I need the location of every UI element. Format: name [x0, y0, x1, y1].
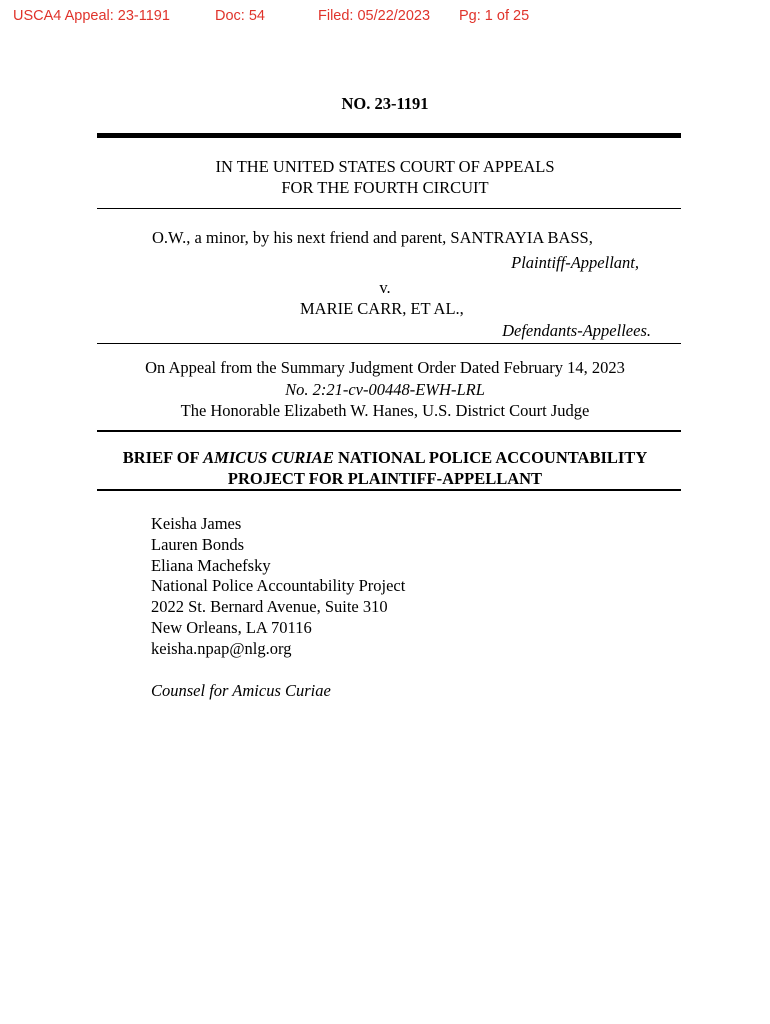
counsel-line: New Orleans, LA 70116	[151, 617, 312, 637]
counsel-email: keisha.npap@nlg.org	[151, 638, 292, 658]
case-number: NO. 23-1191	[341, 94, 429, 113]
counsel-line: National Police Accountability Project	[151, 576, 406, 596]
counsel-line: Eliana Machefsky	[151, 555, 271, 575]
divider-thick	[97, 133, 681, 138]
stamp-page-count: Pg: 1 of 25	[459, 8, 530, 24]
divider	[97, 343, 681, 344]
defendant-name: MARIE CARR, ET AL.,	[300, 299, 464, 318]
counsel-block	[151, 514, 405, 660]
plaintiff-name: O.W., a minor, by his next friend and parent, SANTRAYIA BASS,	[152, 228, 593, 247]
counsel-line: 2022 St. Bernard Avenue, Suite 310	[151, 597, 388, 617]
versus: v.	[379, 278, 391, 297]
defendant-role: Defendants-Appellees.	[502, 321, 651, 340]
brief-title-line-2: PROJECT FOR PLAINTIFF-APPELLANT	[227, 469, 543, 488]
brief-title-line-1: BRIEF OF AMICUS CURIAE NATIONAL POLICE ACCOUNTABILITY	[122, 448, 648, 467]
counsel-role: Counsel for Amicus Curiae	[151, 681, 331, 700]
stamp-doc-number: Doc: 54	[215, 8, 265, 24]
stamp-appeal-number: USCA4 Appeal: 23-1191	[13, 8, 170, 24]
stamp-filed-date: Filed: 05/22/2023	[318, 8, 431, 24]
divider	[97, 430, 681, 432]
appeal-origin: On Appeal from the Summary Judgment Order Dated February 14, 2023	[145, 358, 625, 377]
district-docket-number: No. 2:21-cv-00448-EWH-LRL	[285, 380, 485, 399]
court-name-line-2: FOR THE FOURTH CIRCUIT	[281, 178, 489, 197]
district-judge: The Honorable Elizabeth W. Hanes, U.S. District Court Judge	[180, 401, 590, 420]
counsel-line: Keisha James	[151, 514, 242, 533]
divider	[97, 208, 681, 209]
divider	[97, 489, 681, 491]
amicus-curiae-italic: AMICUS CURIAE	[203, 448, 334, 467]
counsel-line: Lauren Bonds	[151, 534, 245, 554]
court-name-line-1: IN THE UNITED STATES COURT OF APPEALS	[215, 157, 555, 176]
plaintiff-role: Plaintiff-Appellant,	[511, 253, 639, 272]
